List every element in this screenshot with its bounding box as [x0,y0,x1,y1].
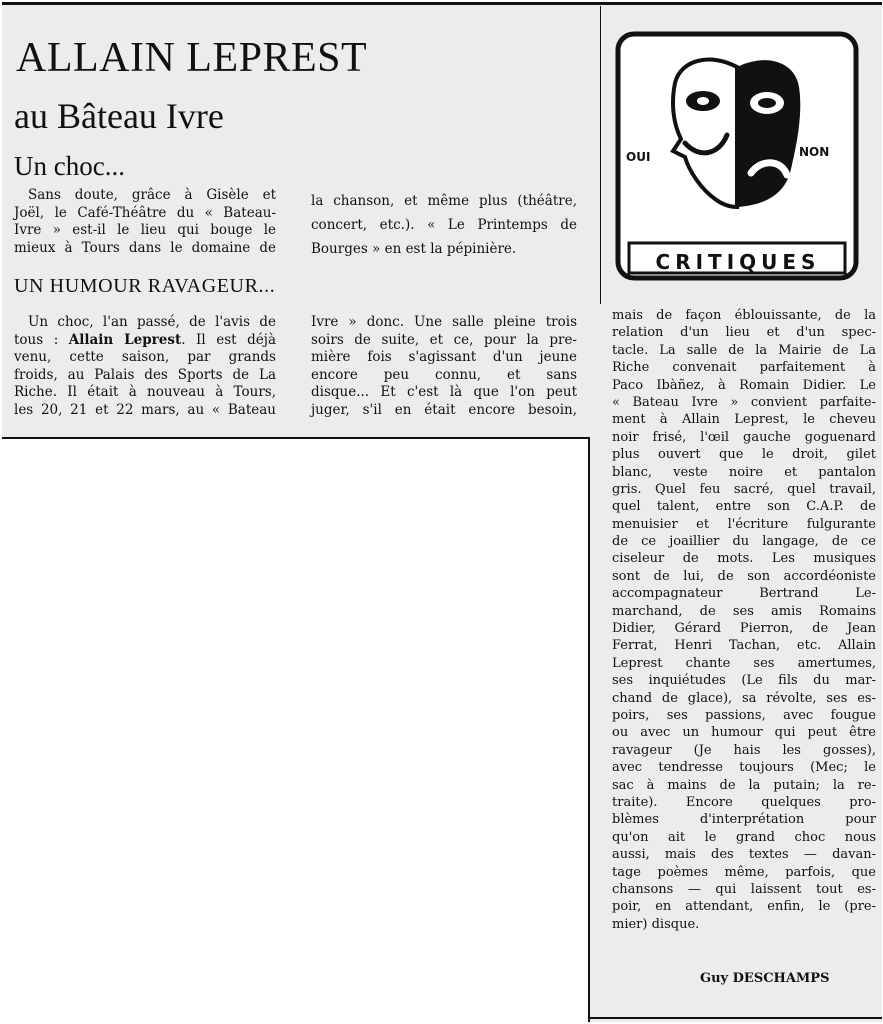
text-line: la chanson, et même plus (théâtre, [311,193,577,209]
text-line: ravageur (Je hais les gosses), [612,742,876,758]
text-line: Bourges » en est la pépinière. [311,241,517,257]
text-line: soirs de suite, et ce, pour la pre- [311,331,577,348]
text-line: Sans doute, grâce à Gisèle et [28,187,276,203]
intro-column-1 [14,187,276,257]
article-kicker: Un choc... [14,151,125,181]
text-line: Leprest chante ses amertumes, [612,655,876,671]
text-line: tacle. La salle de la Mairie de La [612,342,876,358]
text-line: accompagnateur Bertrand Le- [612,586,876,602]
body-column-3 [612,307,876,933]
cut-rule-vertical [588,437,590,1022]
text-line: aussi, mais des textes — davan- [612,847,876,863]
text-line: Riche. Il était à nouveau à Tours, [14,384,276,400]
text-line: mieux à Tours dans le domaine de [14,239,276,256]
intro-column-2 [311,189,577,261]
text-line: plus ouvert que le droit, gilet [612,447,876,463]
body-column-1 [14,314,276,419]
text-line: sont de lui, de son accordéoniste [612,568,876,584]
text-line: Riche convenait parfaitement à [612,360,876,376]
text-span: . Il est déjà [181,331,276,348]
text-span: tous : [14,331,69,348]
logo-banner: CRITIQUES [655,250,821,274]
text-line: poirs, ses passions, avec fougue [612,707,876,723]
text-line: mais de façon éblouissante, de la [612,308,876,323]
text-line: blèmes d'interprétation pour [612,812,876,828]
body-column-2 [311,314,577,419]
column-rule [600,6,601,304]
text-line: Paco Ibàñez, à Romain Didier. Le [612,377,876,393]
text-line: gris. Quel feu sacré, quel travail, [612,481,876,497]
text-line: marchand, de ses amis Romains [612,603,876,619]
text-line: de ce joaillier du langage, de ce [612,534,876,550]
cut-rule-horizontal [2,437,590,439]
text-line: quel talent, entre son C.A.P. de [612,499,876,515]
bottom-rule [590,1017,882,1019]
text-line: mière fois s'agissant d'un jeune [311,349,577,365]
text-line: chansons — qui laissent tout es- [612,881,876,897]
text-line: chand de glace), sa révolte, ses es- [612,690,876,706]
text-line: menuisier et l'écriture fulgurante [612,516,876,532]
text-line: froids, au Palais des Sports de La [14,366,276,383]
text-line: sac à mains de la putain; la re- [612,777,876,793]
text-line: Ivre » est-il le lieu qui bouge le [14,222,276,238]
text-line: Un choc, l'an passé, de l'avis de [28,314,276,330]
text-line: « Bateau Ivre » convient parfaite- [612,394,876,410]
text-line: mier) disque. [612,916,700,932]
text-line: les 20, 21 et 22 mars, au « Bateau [14,401,276,418]
text-line: venu, cette saison, par grands [14,349,276,365]
artist-name: Allain Leprest [68,331,182,348]
text-line: qu'on ait le grand choc nous [612,829,876,845]
logo-no-label: NON [799,145,830,159]
article-title: ALLAIN LEPREST [16,35,368,81]
logo-yes-label: OUI [626,150,651,164]
text-line [14,332,276,350]
text-line: noir frisé, l'œil gauche goguenard [612,429,876,445]
article-subtitle: au Bâteau Ivre [14,96,224,136]
text-line: ment à Allain Leprest, le cheveu [612,412,876,428]
text-line: relation d'un lieu et d'un spec- [612,325,876,341]
text-line: concert, etc.). « Le Printemps de [311,217,577,233]
author-signature: Guy DESCHAMPS [700,971,830,986]
text-line: traite). Encore quelques pro- [612,794,876,810]
text-line: blanc, veste noire et pantalon [612,464,876,480]
text-line: Ferrat, Henri Tachan, etc. Allain [612,638,876,654]
critiques-logo [615,31,859,281]
text-line: ou avec un humour qui peut être [612,725,876,741]
text-line: ciseleur de mots. Les musiques [612,551,876,567]
text-line: poir, en attendant, enfin, le (pre- [612,899,876,915]
text-line: encore peu connu, et sans [311,366,577,383]
top-rule [2,2,882,5]
text-line: Ivre » donc. Une salle pleine trois [311,314,577,330]
text-line: tage poèmes même, parfois, que [612,864,876,880]
text-line: disque... Et c'est là que l'on peut [311,384,577,400]
text-line: Didier, Gérard Pierron, de Jean [612,621,876,637]
text-line: Joël, le Café-Théâtre du « Bateau- [14,204,276,221]
text-line: avec tendresse toujours (Mec; le [612,760,876,776]
section-subhead: UN HUMOUR RAVAGEUR... [14,275,276,297]
text-line: ses inquiétudes (Le fils du mar- [612,673,876,689]
text-line: juger, s'il en était encore besoin, [311,401,577,418]
